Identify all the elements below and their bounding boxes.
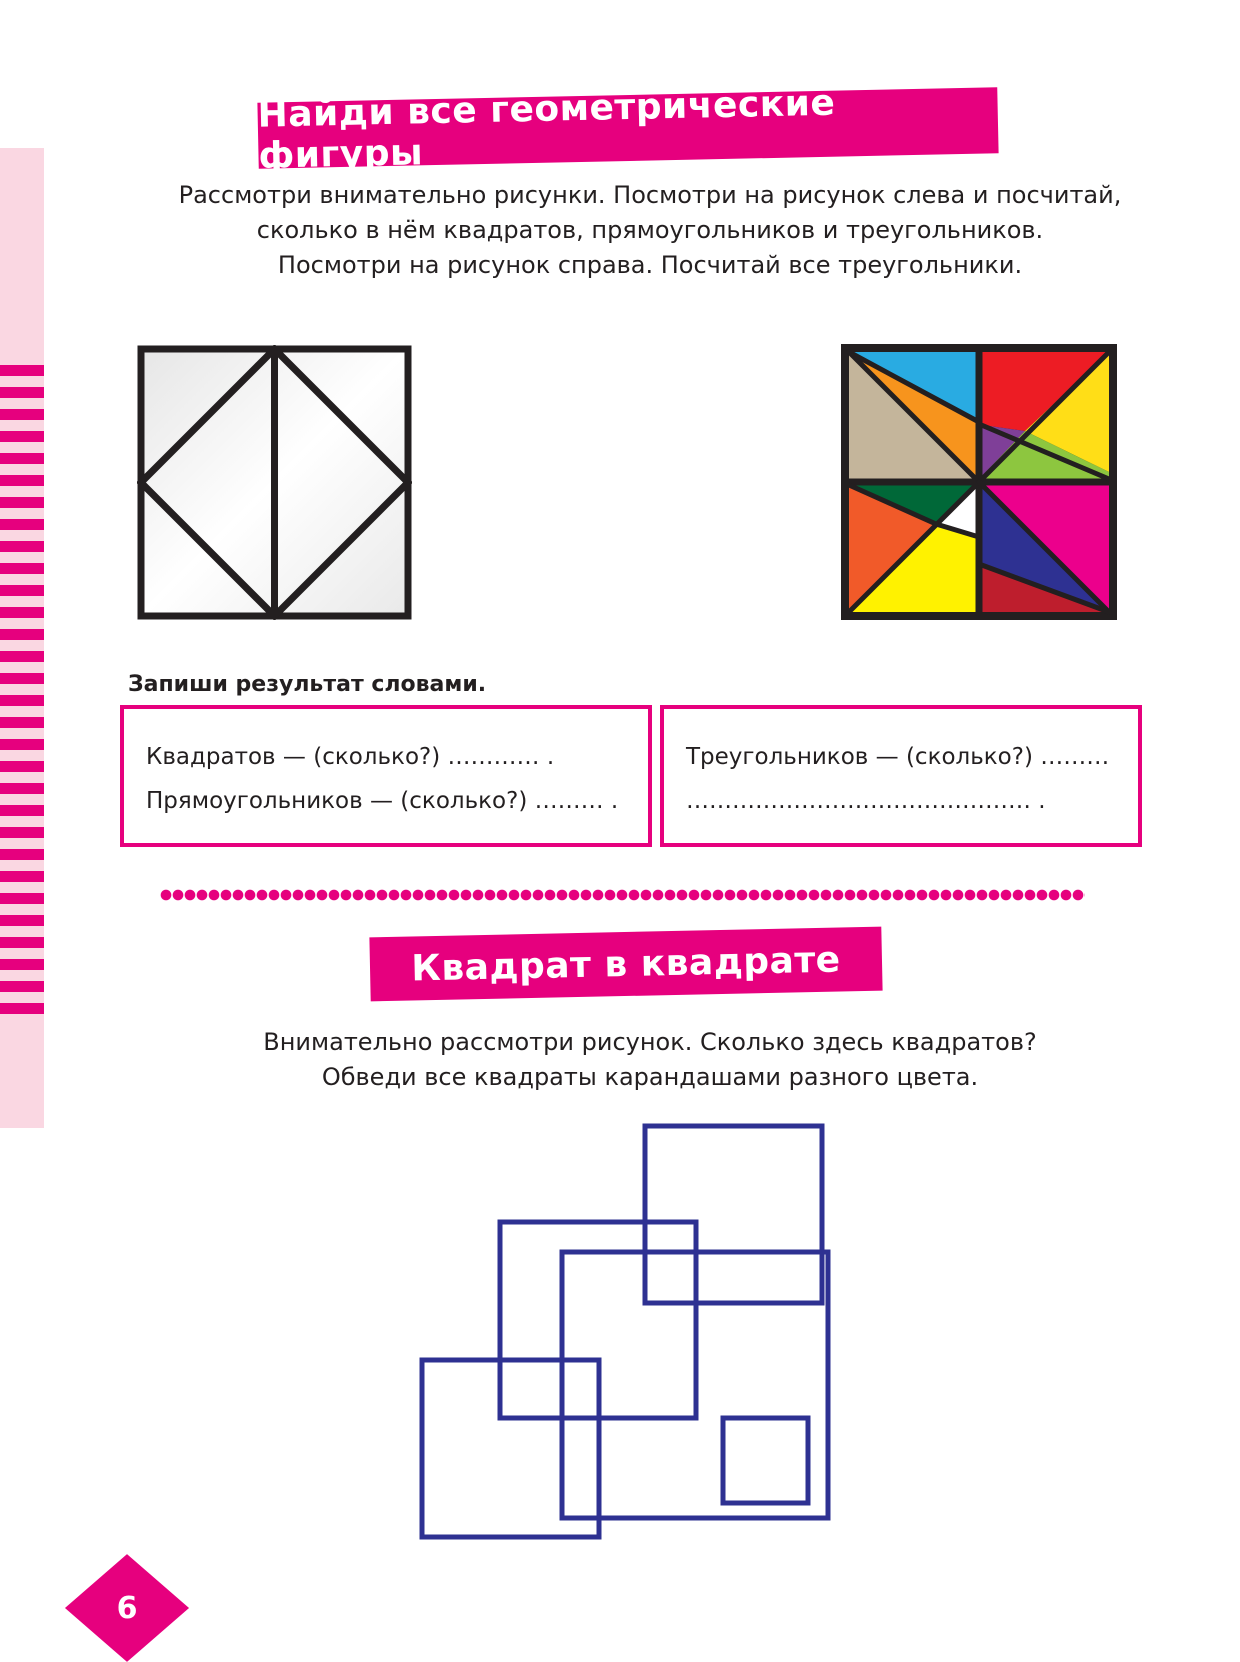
instruction-line: Обведи все квадраты карандашами разного цвета. [321,1063,979,1091]
square-small [723,1418,808,1503]
section1-title: Найди все геометрические фигуры [257,82,836,177]
instruction-line: Внимательно рассмотри рисунок. Сколько здесь квадратов? [263,1028,1037,1056]
answer-line-rectangles: Прямоугольников — (сколько?) ……… . [146,788,619,814]
page-number: 6 [116,1590,138,1626]
instruction-line: Рассмотри внимательно рисунки. Посмотри на рисунок слева и посчитай, [178,181,1122,209]
section2-title: Квадрат в квадрате [410,939,842,989]
answer-box-squares-rectangles[interactable] [120,705,652,847]
square-bottom-left [422,1360,599,1537]
answer-line-triangles: Треугольников — (сколько?) ……… [686,744,1110,770]
section1-title-banner [257,82,998,177]
side-decoration-stripes [0,365,44,1015]
right-colored-triangles-figure [841,344,1117,620]
overlapping-squares-figure [410,1120,850,1560]
instruction-line: Посмотри на рисунок справа. Посчитай все треугольники. [277,251,1023,279]
answer-line-squares: Квадратов — (сколько?) ………… . [146,744,555,770]
section1-instructions [100,178,1200,283]
dotted-divider [160,886,1085,904]
section2-instructions [100,1025,1200,1095]
write-result-label: Запиши результат словами. [128,672,487,697]
left-shapes-figure [137,345,412,620]
answer-box-triangles[interactable] [660,705,1142,847]
instruction-line: сколько в нём квадратов, прямоугольников и треугольников. [256,216,1044,244]
section2-title-banner [369,927,882,1002]
answer-line-blank: ……………………………………… . [686,788,1046,814]
square-top [645,1126,822,1303]
